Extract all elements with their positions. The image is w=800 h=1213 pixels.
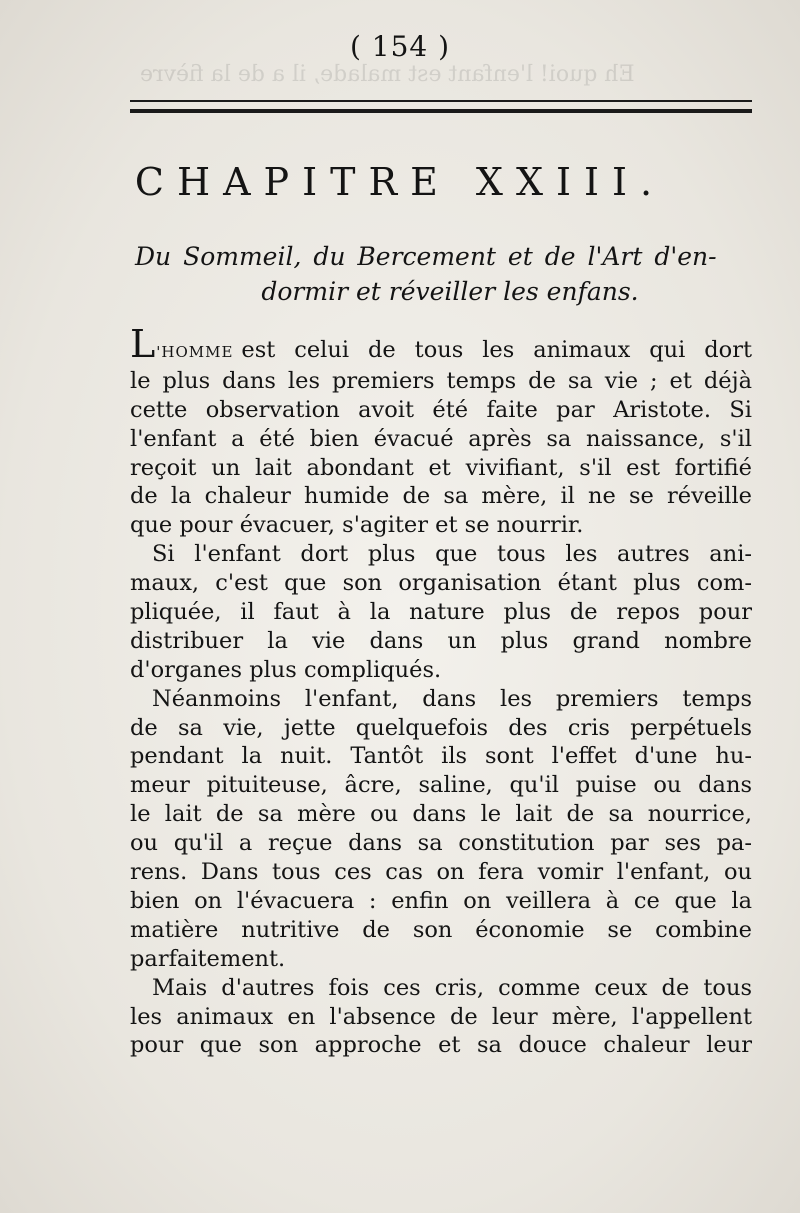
text-line: d'organes plus compliqués. — [130, 656, 442, 683]
text-line: de la chaleur humide de sa mère, il ne se réveille — [130, 483, 752, 510]
body-text — [130, 322, 752, 1060]
text-line: de sa vie, jette quelquefois des cris perpétuels — [130, 714, 752, 741]
text-line: cette observation avoit été faite par Aristote. Si — [130, 396, 752, 423]
chapter-subtitle-line-1: Du Sommeil, du Bercement et de l'Art d'en- — [135, 242, 717, 271]
text-line: ou qu'il a reçue dans sa constitution par ses pa- — [130, 830, 752, 857]
text-line: l'enfant a été bien évacué après sa naissance, s'il — [130, 425, 752, 452]
text-line: que pour évacuer, s'agiter et se nourrir. — [130, 512, 584, 539]
text-line: pour que son approche et sa douce chaleur leur — [130, 1032, 752, 1059]
text-line: les animaux en l'absence de leur mère, l'appellent — [130, 1003, 752, 1030]
text-line: le plus dans les premiers temps de sa vie ; et déjà — [130, 367, 752, 394]
drop-cap: L — [130, 322, 156, 366]
text-line: Si l'enfant dort plus que tous les autres ani- — [152, 541, 752, 568]
show-through-text: Eh quoi! l'enfant est malade, il a de la fièvre — [140, 62, 635, 87]
page-number: ( 154 ) — [349, 30, 451, 63]
text-line: meur pituiteuse, âcre, saline, qu'il puise ou dans — [130, 772, 752, 799]
text-line: reçoit un lait abondant et vivifiant, s'il est fortifié — [130, 454, 752, 481]
text-line: bien on l'évacuera : enfin on veillera à ce que la — [130, 887, 752, 914]
opening-line-text: est celui de tous les animaux qui dort — [241, 337, 752, 363]
text-line: Néanmoins l'enfant, dans les premiers temps — [152, 685, 752, 712]
chapter-subtitle-line-2: dormir et réveiller les enfans. — [261, 277, 639, 306]
text-line: pendant la nuit. Tantôt ils sont l'effet d'une hu- — [130, 743, 752, 770]
text-line: maux, c'est que son organisation étant plus com- — [130, 570, 752, 597]
text-line: le lait de sa mère ou dans le lait de sa nourrice, — [130, 801, 752, 828]
chapter-heading: CHAPITRE XXIII. — [134, 160, 666, 204]
text-line: distribuer la vie dans un plus grand nombre — [130, 627, 752, 654]
text-line: Mais d'autres fois ces cris, comme ceux de tous — [152, 974, 752, 1001]
text-line: rens. Dans tous ces cas on fera vomir l'enfant, ou — [130, 859, 752, 886]
small-caps-word: 'HOMME — [156, 343, 234, 361]
text-line: parfaitement. — [130, 945, 286, 972]
text-line: matière nutritive de son économie se combine — [130, 916, 752, 943]
opening-line — [130, 322, 752, 367]
header-rule-thick — [130, 109, 752, 113]
text-line: pliquée, il faut à la nature plus de repos pour — [130, 599, 752, 626]
header-rule-thin — [130, 100, 752, 102]
